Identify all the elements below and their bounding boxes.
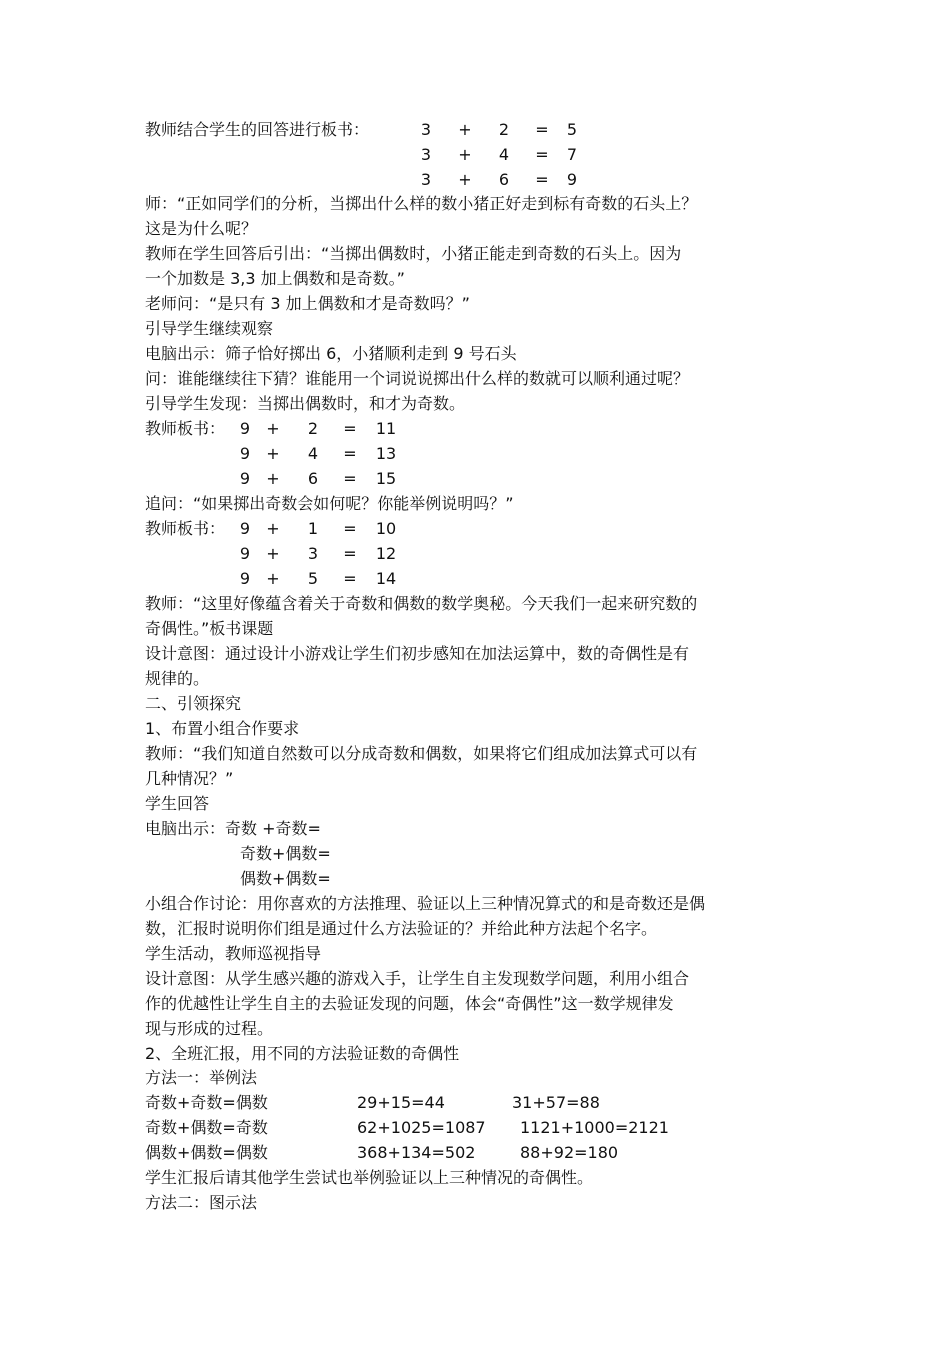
- eq-equals: =: [343, 419, 357, 438]
- text-line: 奇数+偶数=: [240, 844, 331, 863]
- eq-equals: =: [343, 519, 357, 538]
- text-line: 几种情况？”: [145, 769, 234, 788]
- subsection-heading: 2、全班汇报，用不同的方法验证数的奇偶性: [145, 1044, 460, 1063]
- text-line: 教师板书：: [145, 419, 226, 438]
- text-line: 教师：“这里好像蕴含着关于奇数和偶数的数学奥秘。今天我们一起来研究数的: [145, 594, 698, 613]
- example-cell: 1121+1000=2121: [520, 1118, 669, 1137]
- eq-term: 2: [498, 120, 510, 139]
- subsection-heading: 1、布置小组合作要求: [145, 719, 300, 738]
- eq-term: 6: [498, 170, 510, 189]
- example-cell: 29+15=44: [357, 1093, 445, 1112]
- eq-term: 3: [420, 170, 432, 189]
- eq-result: 10: [375, 519, 397, 538]
- text-line: 小组合作讨论：用你喜欢的方法推理、验证以上三种情况算式的和是奇数还是偶: [145, 894, 706, 913]
- eq-result: 13: [375, 444, 397, 463]
- text-line: 学生活动，教师巡视指导: [145, 944, 322, 963]
- text-line: 老师问：“是只有 3 加上偶数和才是奇数吗？”: [145, 294, 470, 313]
- eq-term: 9: [239, 444, 251, 463]
- text-line: 学生回答: [145, 794, 210, 813]
- eq-result: 14: [375, 569, 397, 588]
- text-line: 现与形成的过程。: [145, 1019, 274, 1038]
- example-cell: 62+1025=1087: [357, 1118, 486, 1137]
- text-line: 教师在学生回答后引出：“当掷出偶数时，小猪正能走到奇数的石头上。因为: [145, 244, 682, 263]
- eq-term: 3: [420, 145, 432, 164]
- text-line: 电脑出示：奇数 +奇数=: [145, 819, 321, 838]
- eq-operator: +: [458, 120, 472, 139]
- eq-operator: +: [266, 419, 280, 438]
- eq-term: 3: [420, 120, 432, 139]
- text-line: 设计意图：从学生感兴趣的游戏入手，让学生自主发现数学问题，利用小组合: [145, 969, 690, 988]
- example-cell: 88+92=180: [520, 1143, 619, 1162]
- eq-operator: +: [266, 519, 280, 538]
- rule-cell: 奇数+偶数=奇数: [145, 1118, 268, 1137]
- eq-term: 4: [307, 444, 319, 463]
- rule-cell: 偶数+偶数=偶数: [145, 1143, 268, 1162]
- eq-term: 3: [307, 544, 319, 563]
- example-cell: 31+57=88: [512, 1093, 600, 1112]
- text-line: 电脑出示：筛子恰好掷出 6，小猪顺利走到 9 号石头: [145, 344, 517, 363]
- eq-term: 5: [307, 569, 319, 588]
- text-line: 教师：“我们知道自然数可以分成奇数和偶数，如果将它们组成加法算式可以有: [145, 744, 698, 763]
- eq-result: 15: [375, 469, 397, 488]
- eq-equals: =: [343, 469, 357, 488]
- eq-term: 9: [239, 569, 251, 588]
- eq-equals: =: [343, 444, 357, 463]
- eq-term: 9: [239, 469, 251, 488]
- eq-equals: =: [343, 544, 357, 563]
- eq-equals: =: [535, 145, 549, 164]
- text-line: 作的优越性让学生自主的去验证发现的问题，体会“奇偶性”这一数学规律发: [145, 994, 674, 1013]
- eq-equals: =: [535, 120, 549, 139]
- text-line: 问：谁能继续往下猜？谁能用一个词说说掷出什么样的数就可以顺利通过呢？: [145, 369, 690, 388]
- eq-term: 4: [498, 145, 510, 164]
- text-line: 设计意图：通过设计小游戏让学生们初步感知在加法运算中，数的奇偶性是有: [145, 644, 690, 663]
- eq-term: 9: [239, 544, 251, 563]
- eq-term: 2: [307, 419, 319, 438]
- eq-equals: =: [535, 170, 549, 189]
- text-line: 数，汇报时说明你们组是通过什么方法验证的？并给此种方法起个名字。: [145, 919, 658, 938]
- text-line: 追问：“如果掷出奇数会如何呢？你能举例说明吗？”: [145, 494, 514, 513]
- eq-result: 7: [566, 145, 578, 164]
- text-line: 教师结合学生的回答进行板书：: [145, 120, 370, 139]
- example-cell: 368+134=502: [357, 1143, 476, 1162]
- eq-equals: =: [343, 569, 357, 588]
- eq-result: 9: [566, 170, 578, 189]
- text-line: 这是为什么呢？: [145, 219, 258, 238]
- rule-cell: 奇数+奇数=偶数: [145, 1093, 268, 1112]
- text-line: 偶数+偶数=: [240, 869, 331, 888]
- eq-result: 11: [375, 419, 397, 438]
- text-line: 引导学生继续观察: [145, 319, 274, 338]
- text-line: 引导学生发现：当掷出偶数时，和才为奇数。: [145, 394, 466, 413]
- text-line: 规律的。: [145, 669, 210, 688]
- eq-operator: +: [266, 544, 280, 563]
- eq-operator: +: [458, 145, 472, 164]
- eq-result: 12: [375, 544, 397, 563]
- text-line: 方法一：举例法: [145, 1068, 258, 1087]
- eq-operator: +: [266, 444, 280, 463]
- eq-operator: +: [266, 469, 280, 488]
- eq-term: 9: [239, 419, 251, 438]
- eq-operator: +: [266, 569, 280, 588]
- text-line: 教师板书：: [145, 519, 226, 538]
- text-line: 一个加数是 3,3 加上偶数和是奇数。”: [145, 269, 405, 288]
- eq-term: 9: [239, 519, 251, 538]
- text-line: 师：“正如同学们的分析，当掷出什么样的数小猪正好走到标有奇数的石头上？: [145, 194, 698, 213]
- subsection-heading: 方法二：图示法: [145, 1193, 258, 1212]
- eq-term: 1: [307, 519, 319, 538]
- eq-result: 5: [566, 120, 578, 139]
- eq-term: 6: [307, 469, 319, 488]
- section-heading: 二、引领探究: [145, 694, 242, 713]
- eq-operator: +: [458, 170, 472, 189]
- text-line: 奇偶性。”板书课题: [145, 619, 274, 638]
- text-line: 学生汇报后请其他学生尝试也举例验证以上三种情况的奇偶性。: [145, 1168, 594, 1187]
